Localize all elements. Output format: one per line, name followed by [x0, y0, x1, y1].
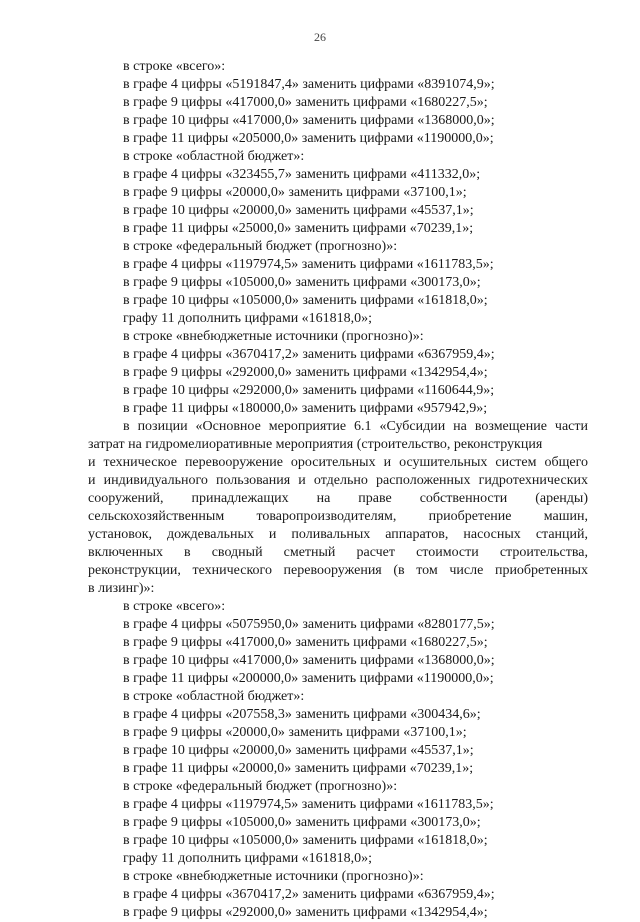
text-line: в строке «всего»:	[123, 599, 226, 614]
text-line: сельскохозяйственным товаропроизводителям, приобретение машин,	[88, 509, 588, 524]
text-line: и индивидуального пользования и отдельно расположенных гидротехнических	[88, 473, 588, 488]
text-line: сооружений, принадлежащих на праве собственности (аренды)	[88, 491, 588, 506]
text-line: в графе 10 цифры «20000,0» заменить цифрами «45537,1»;	[123, 743, 474, 758]
text-line: реконструкции, технического перевооружения (в том числе приобретенных	[88, 563, 588, 578]
text-line: в графе 9 цифры «20000,0» заменить цифрами «37100,1»;	[123, 725, 467, 740]
text-line: графу 11 дополнить цифрами «161818,0»;	[123, 311, 373, 326]
text-line: установок, дождевальных и поливальных аппаратов, насосных станций,	[88, 527, 588, 542]
text-line: в графе 4 цифры «323455,7» заменить цифрами «411332,0»;	[123, 167, 481, 182]
text-line: в графе 4 цифры «207558,3» заменить цифрами «300434,6»;	[123, 707, 481, 722]
text-line: в графе 10 цифры «417000,0» заменить цифрами «1368000,0»;	[123, 113, 495, 128]
text-line: в строке «внебюджетные источники (прогнозно)»:	[123, 869, 424, 884]
text-line: в графе 11 цифры «205000,0» заменить цифрами «1190000,0»;	[123, 131, 494, 146]
text-line: в графе 10 цифры «20000,0» заменить цифрами «45537,1»;	[123, 203, 474, 218]
text-line: в графе 4 цифры «1197974,5» заменить цифрами «1611783,5»;	[123, 257, 494, 272]
text-line: в графе 10 цифры «417000,0» заменить цифрами «1368000,0»;	[123, 653, 495, 668]
text-line: в графе 9 цифры «20000,0» заменить цифрами «37100,1»;	[123, 185, 467, 200]
text-line: в графе 9 цифры «105000,0» заменить цифрами «300173,0»;	[123, 275, 481, 290]
text-line: в графе 9 цифры «417000,0» заменить цифрами «1680227,5»;	[123, 635, 488, 650]
text-line: в позиции «Основное мероприятие 6.1 «Субсидии на возмещение части	[123, 419, 588, 434]
text-line: графу 11 дополнить цифрами «161818,0»;	[123, 851, 373, 866]
text-line: в графе 11 цифры «25000,0» заменить цифрами «70239,1»;	[123, 221, 474, 236]
text-line: в графе 4 цифры «5191847,4» заменить цифрами «8391074,9»;	[123, 77, 495, 92]
text-line: в строке «федеральный бюджет (прогнозно)»:	[123, 779, 398, 794]
text-line: в графе 4 цифры «5075950,0» заменить цифрами «8280177,5»;	[123, 617, 495, 632]
text-line: в графе 10 цифры «105000,0» заменить цифрами «161818,0»;	[123, 293, 488, 308]
text-line: в графе 11 цифры «20000,0» заменить цифрами «70239,1»;	[123, 761, 474, 776]
page-number: 26	[314, 30, 326, 44]
text-line: в графе 10 цифры «105000,0» заменить цифрами «161818,0»;	[123, 833, 488, 848]
text-line: в строке «областной бюджет»:	[123, 149, 305, 164]
text-line: в графе 10 цифры «292000,0» заменить цифрами «1160644,9»;	[123, 383, 495, 398]
text-line: в строке «федеральный бюджет (прогнозно)»:	[123, 239, 398, 254]
text-line: в графе 9 цифры «292000,0» заменить цифрами «1342954,4»;	[123, 365, 488, 380]
text-line: в строке «внебюджетные источники (прогнозно)»:	[123, 329, 424, 344]
text-line: в графе 11 цифры «180000,0» заменить цифрами «957942,9»;	[123, 401, 488, 416]
text-line: в графе 11 цифры «200000,0» заменить цифрами «1190000,0»;	[123, 671, 494, 686]
text-line: затрат на гидромелиоративные мероприятия (строительство, реконструкция	[88, 437, 543, 452]
text-line: в графе 4 цифры «3670417,2» заменить цифрами «6367959,4»;	[123, 887, 495, 902]
document-body	[88, 58, 588, 922]
text-line: в графе 4 цифры «1197974,5» заменить цифрами «1611783,5»;	[123, 797, 494, 812]
text-line: и техническое перевооружение оросительных и осушительных систем общего	[88, 455, 588, 470]
text-line: в графе 9 цифры «105000,0» заменить цифрами «300173,0»;	[123, 815, 481, 830]
text-line: в лизинг)»:	[88, 581, 155, 596]
text-line: в графе 9 цифры «292000,0» заменить цифрами «1342954,4»;	[123, 905, 488, 920]
text-line: в графе 9 цифры «417000,0» заменить цифрами «1680227,5»;	[123, 95, 488, 110]
text-line: включенных в сводный сметный расчет стоимости строительства,	[88, 545, 588, 560]
text-line: в строке «областной бюджет»:	[123, 689, 305, 704]
text-line: в графе 4 цифры «3670417,2» заменить цифрами «6367959,4»;	[123, 347, 495, 362]
text-line: в строке «всего»:	[123, 59, 226, 74]
